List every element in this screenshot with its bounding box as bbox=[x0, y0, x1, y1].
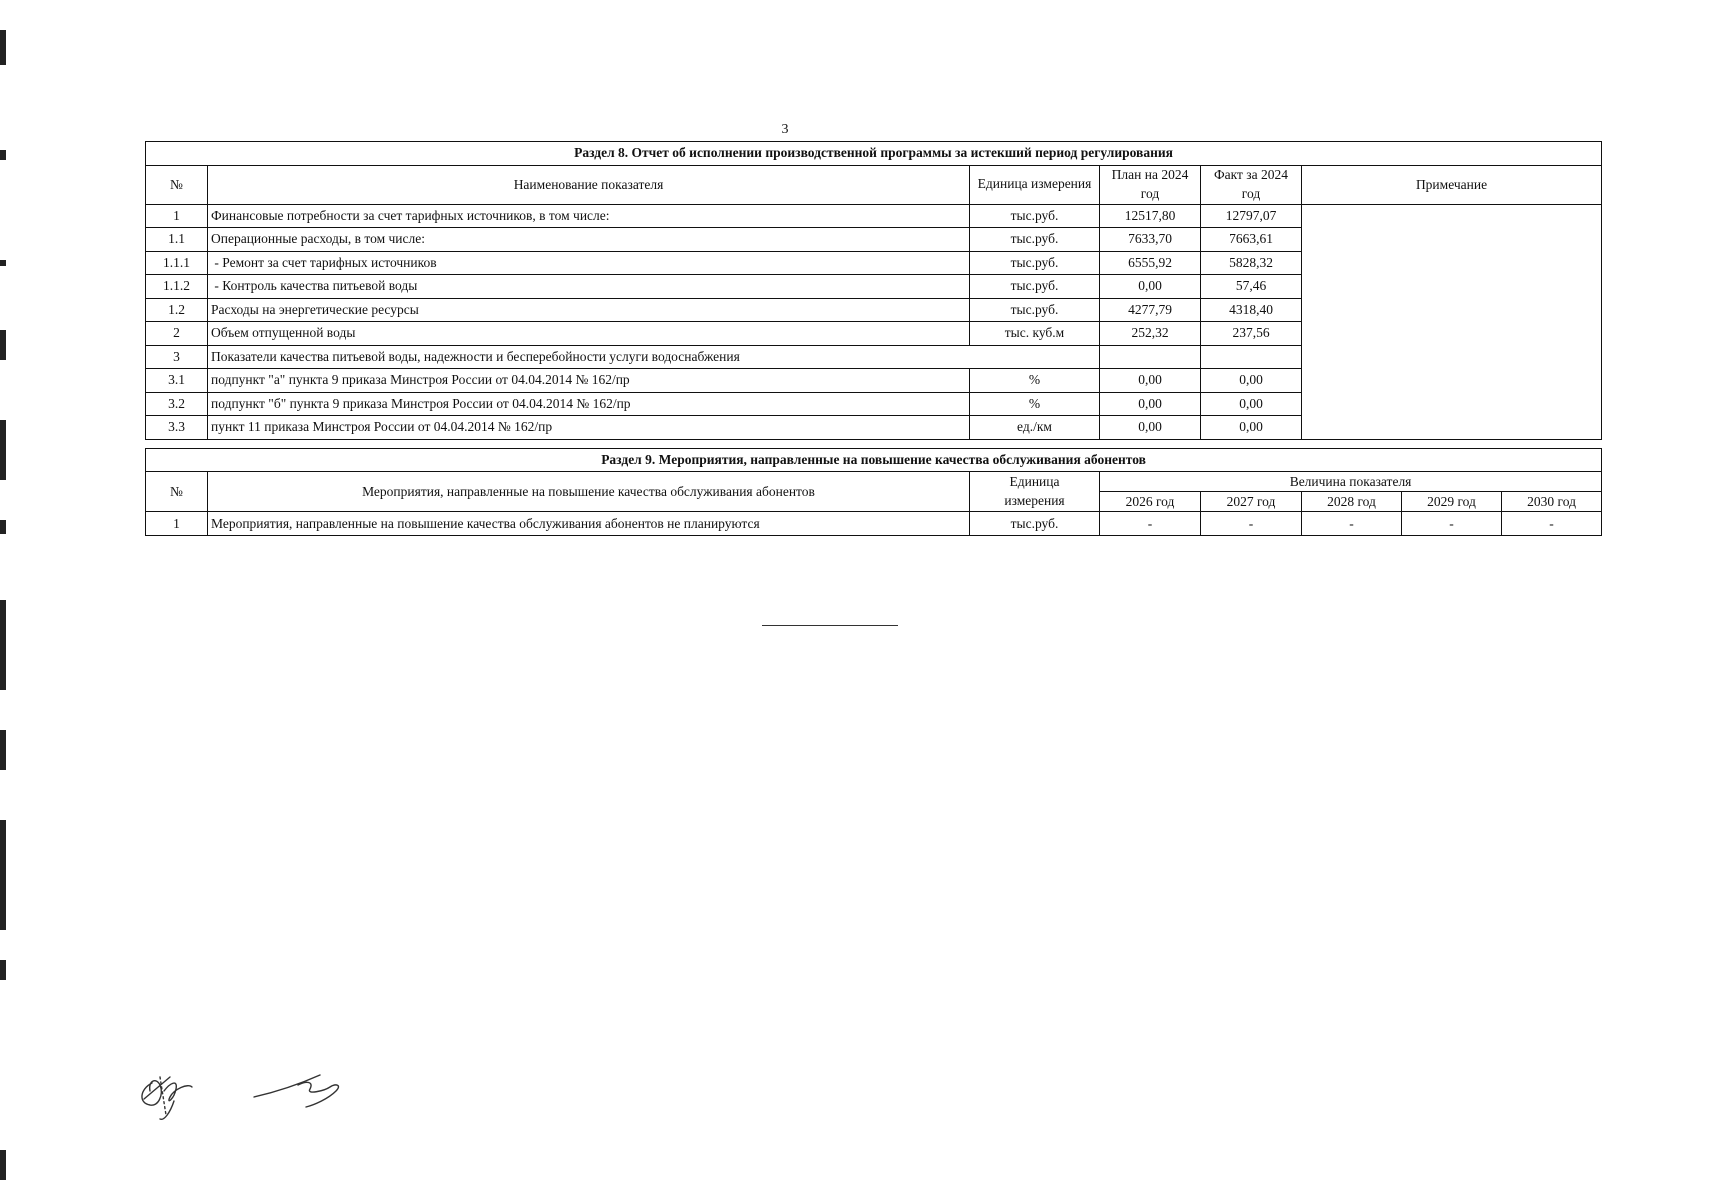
header-year: 2027 год bbox=[1201, 492, 1302, 512]
row-plan: 0,00 bbox=[1100, 392, 1201, 416]
row-name: - Контроль качества питьевой воды bbox=[208, 275, 970, 299]
row-name: Мероприятия, направленные на повышение качества обслуживания абонентов не планируются bbox=[208, 512, 970, 536]
row-plan: 6555,92 bbox=[1100, 251, 1201, 275]
row-fact: 237,56 bbox=[1201, 322, 1302, 346]
row-value: - bbox=[1201, 512, 1302, 536]
header-unit-line1: Единица bbox=[970, 472, 1100, 492]
header-value-group: Величина показателя bbox=[1100, 472, 1602, 492]
header-name: Наименование показателя bbox=[208, 165, 970, 204]
row-num: 1.2 bbox=[146, 298, 208, 322]
row-num: 1 bbox=[146, 512, 208, 536]
row-value: - bbox=[1502, 512, 1602, 536]
header-year: 2028 год bbox=[1302, 492, 1402, 512]
row-fact: 5828,32 bbox=[1201, 251, 1302, 275]
section8-header-row bbox=[146, 165, 1602, 204]
row-plan: 252,32 bbox=[1100, 322, 1201, 346]
row-num: 3.1 bbox=[146, 369, 208, 393]
row-unit: % bbox=[970, 392, 1100, 416]
section9-table bbox=[145, 448, 1602, 536]
row-name: Финансовые потребности за счет тарифных источников, в том числе: bbox=[208, 204, 970, 228]
row-fact: 0,00 bbox=[1201, 416, 1302, 440]
header-unit: Единица измерения bbox=[970, 165, 1100, 204]
row-plan: 12517,80 bbox=[1100, 204, 1201, 228]
header-year: 2029 год bbox=[1402, 492, 1502, 512]
row-num: 1.1.2 bbox=[146, 275, 208, 299]
row-unit: % bbox=[970, 369, 1100, 393]
row-fact: 12797,07 bbox=[1201, 204, 1302, 228]
row-num: 1 bbox=[146, 204, 208, 228]
row-name: подпункт "б" пункта 9 приказа Минстроя России от 04.04.2014 № 162/пр bbox=[208, 392, 970, 416]
row-name: Показатели качества питьевой воды, надежности и бесперебойности услуги водоснабжения bbox=[208, 345, 1100, 369]
row-plan: 0,00 bbox=[1100, 275, 1201, 299]
row-unit: ед./км bbox=[970, 416, 1100, 440]
row-unit: тыс.руб. bbox=[970, 228, 1100, 252]
row-num: 1.1 bbox=[146, 228, 208, 252]
header-num: № bbox=[146, 165, 208, 204]
handwritten-signature-icon bbox=[130, 1055, 390, 1145]
section9-title: Раздел 9. Мероприятия, направленные на повышение качества обслуживания абонентов bbox=[146, 449, 1602, 472]
row-num: 3.2 bbox=[146, 392, 208, 416]
row-value: - bbox=[1402, 512, 1502, 536]
row-unit: тыс.руб. bbox=[970, 204, 1100, 228]
table-row bbox=[146, 204, 1602, 228]
row-name: - Ремонт за счет тарифных источников bbox=[208, 251, 970, 275]
row-name: Объем отпущенной воды bbox=[208, 322, 970, 346]
row-name: подпункт "а" пункта 9 приказа Минстроя России от 04.04.2014 № 162/пр bbox=[208, 369, 970, 393]
row-plan bbox=[1100, 345, 1201, 369]
row-unit: тыс.руб. bbox=[970, 512, 1100, 536]
table-row bbox=[146, 512, 1602, 536]
row-num: 3.3 bbox=[146, 416, 208, 440]
row-num: 3 bbox=[146, 345, 208, 369]
row-value: - bbox=[1100, 512, 1201, 536]
row-num: 1.1.1 bbox=[146, 251, 208, 275]
header-year: 2030 год bbox=[1502, 492, 1602, 512]
row-unit: тыс.руб. bbox=[970, 275, 1100, 299]
row-unit: тыс.руб. bbox=[970, 251, 1100, 275]
section9-header-row bbox=[146, 472, 1602, 492]
section8-table bbox=[145, 141, 1602, 440]
header-note: Примечание bbox=[1302, 165, 1602, 204]
row-name: Операционные расходы, в том числе: bbox=[208, 228, 970, 252]
row-name: пункт 11 приказа Минстроя России от 04.04.2014 № 162/пр bbox=[208, 416, 970, 440]
row-name: Расходы на энергетические ресурсы bbox=[208, 298, 970, 322]
separator-line bbox=[762, 625, 898, 626]
row-fact: 0,00 bbox=[1201, 369, 1302, 393]
header-num: № bbox=[146, 472, 208, 512]
row-fact: 4318,40 bbox=[1201, 298, 1302, 322]
row-value: - bbox=[1302, 512, 1402, 536]
row-plan: 0,00 bbox=[1100, 416, 1201, 440]
row-note bbox=[1302, 204, 1602, 439]
header-fact: Факт за 2024 год bbox=[1201, 165, 1302, 204]
row-num: 2 bbox=[146, 322, 208, 346]
header-year: 2026 год bbox=[1100, 492, 1201, 512]
page-number: 3 bbox=[781, 122, 789, 137]
row-plan: 0,00 bbox=[1100, 369, 1201, 393]
header-plan: План на 2024 год bbox=[1100, 165, 1201, 204]
scan-edge-artifact bbox=[0, 0, 8, 1200]
row-fact: 7663,61 bbox=[1201, 228, 1302, 252]
row-fact bbox=[1201, 345, 1302, 369]
row-plan: 7633,70 bbox=[1100, 228, 1201, 252]
row-unit: тыс.руб. bbox=[970, 298, 1100, 322]
row-fact: 57,46 bbox=[1201, 275, 1302, 299]
signatures bbox=[130, 1055, 390, 1150]
row-unit: тыс. куб.м bbox=[970, 322, 1100, 346]
header-name: Мероприятия, направленные на повышение качества обслуживания абонентов bbox=[208, 472, 970, 512]
row-plan: 4277,79 bbox=[1100, 298, 1201, 322]
row-fact: 0,00 bbox=[1201, 392, 1302, 416]
section8-title: Раздел 8. Отчет об исполнении производственной программы за истекший период регулирования bbox=[146, 142, 1602, 166]
header-unit-line2: измерения bbox=[970, 492, 1100, 512]
